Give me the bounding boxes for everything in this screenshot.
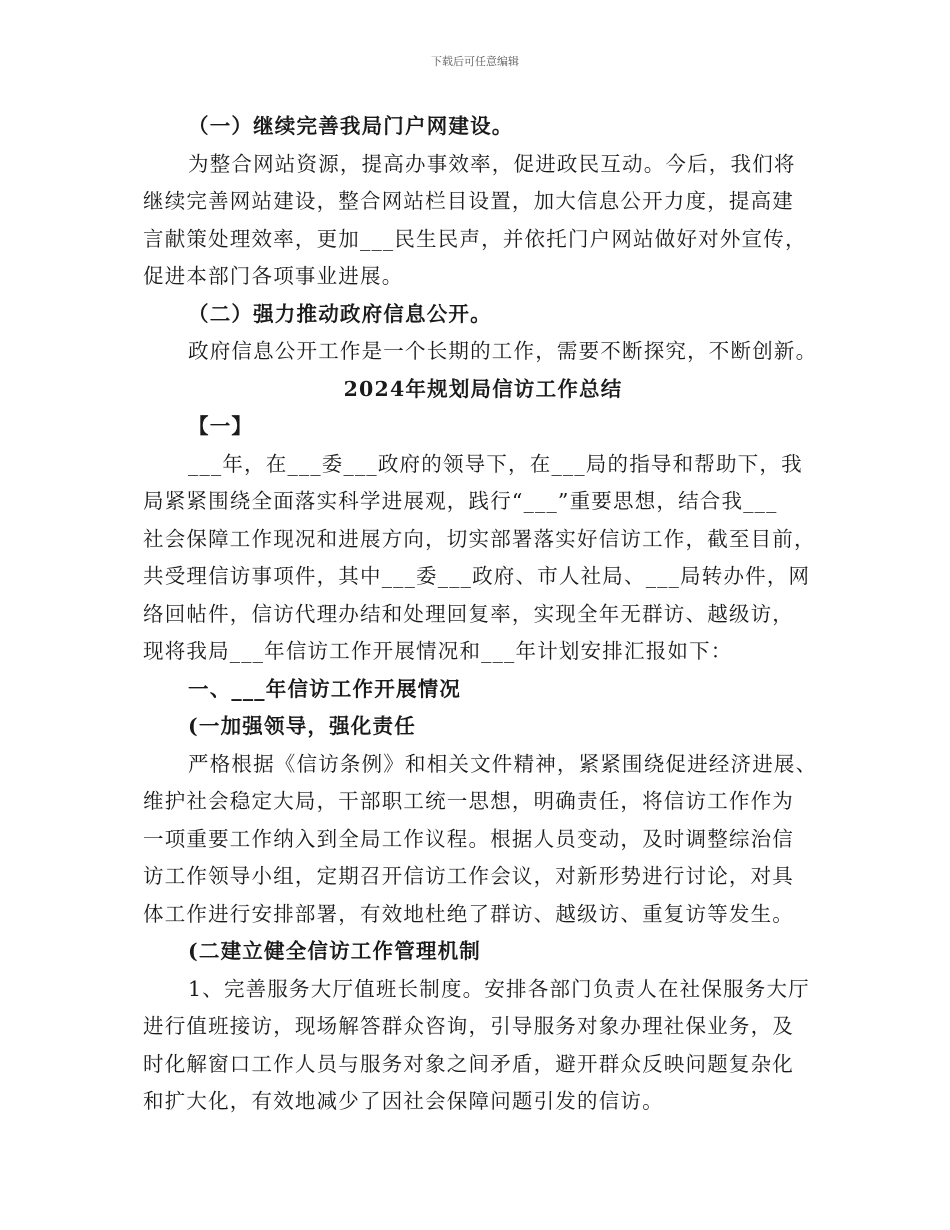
paragraph-line: 进行值班接访，现场解答群众咨询，引导服务对象办理社保业务，及 [143,1014,794,1038]
paragraph-line: 为整合网站资源，提高办事效率，促进政民互动。今后，我们将 [188,151,796,176]
section-heading: (二建立健全信访工作管理机制 [188,939,481,963]
paragraph-line: 现将我局___年信访工作开展情况和___年计划安排汇报如下： [143,639,733,663]
paragraph-line: 体工作进行安排部署，有效地杜绝了群访、越级访、重复访等发生。 [143,901,794,926]
paragraph-line: ___年，在___委___政府的领导下，在___局的指导和帮助下，我 [188,451,803,476]
section-heading: 一、___年信访工作开展情况 [188,676,462,701]
section-heading: (一加强领导，强化责任 [188,714,416,738]
paragraph-line: 和扩大化，有效地减少了因社会保障问题引发的信访。 [143,1089,664,1113]
document-title: 2024年规划局信访工作总结 [343,376,623,401]
section-heading: （二）强力推动政府信息公开。 [188,301,492,326]
document-body [143,108,823,1121]
paragraph-line: 1、完善服务大厅值班长制度。安排各部门负责人在社保服务大厅 [188,976,810,1001]
paragraph-line: 络回帖件，信访代理办结和处理回复率，实现全年无群访、越级访， [143,601,794,626]
paragraph-line: 维护社会稳定大局，干部职工统一思想，明确责任，将信访工作作为 [143,789,794,813]
paragraph-line: 共受理信访事项件，其中___委___政府、市人社局、___局转办件，网 [143,564,811,588]
paragraph-line: 时化解窗口工作人员与服务对象之间矛盾，避开群众反映问题复杂化 [143,1051,794,1076]
paragraph-line: 社会保障工作现况和进展方向，切实部署落实好信访工作，截至目前， [143,526,816,551]
paragraph-line: 政府信息公开工作是一个长期的工作，需要不断探究，不断创新。 [188,339,818,363]
paragraph-line: 言献策处理效率，更加___民生民声，并依托门户网站做好对外宣传， [143,226,807,251]
paragraph-line: 一项重要工作纳入到全局工作议程。根据人员变动，及时调整综治信 [143,826,794,851]
section-heading: （一）继续完善我局门户网建设。 [188,114,514,138]
paragraph-line: 促进本部门各项事业进展。 [143,264,404,288]
paragraph-line: 访工作领导小组，定期召开信访工作会议，对新形势进行讨论，对具 [143,864,794,888]
page-header: 下载后可任意编辑 [431,55,519,68]
paragraph-line: 局紧紧围绕全面落实科学进展观，践行“___”重要思想，结合我___ [143,489,778,513]
section-heading: 【一】 [188,414,254,438]
paragraph-line: 严格根据《信访条例》和相关文件精神，紧紧围绕促进经济进展、 [188,751,818,776]
paragraph-line: 继续完善网站建设，整合网站栏目设置，加大信息公开力度，提高建 [143,189,794,213]
